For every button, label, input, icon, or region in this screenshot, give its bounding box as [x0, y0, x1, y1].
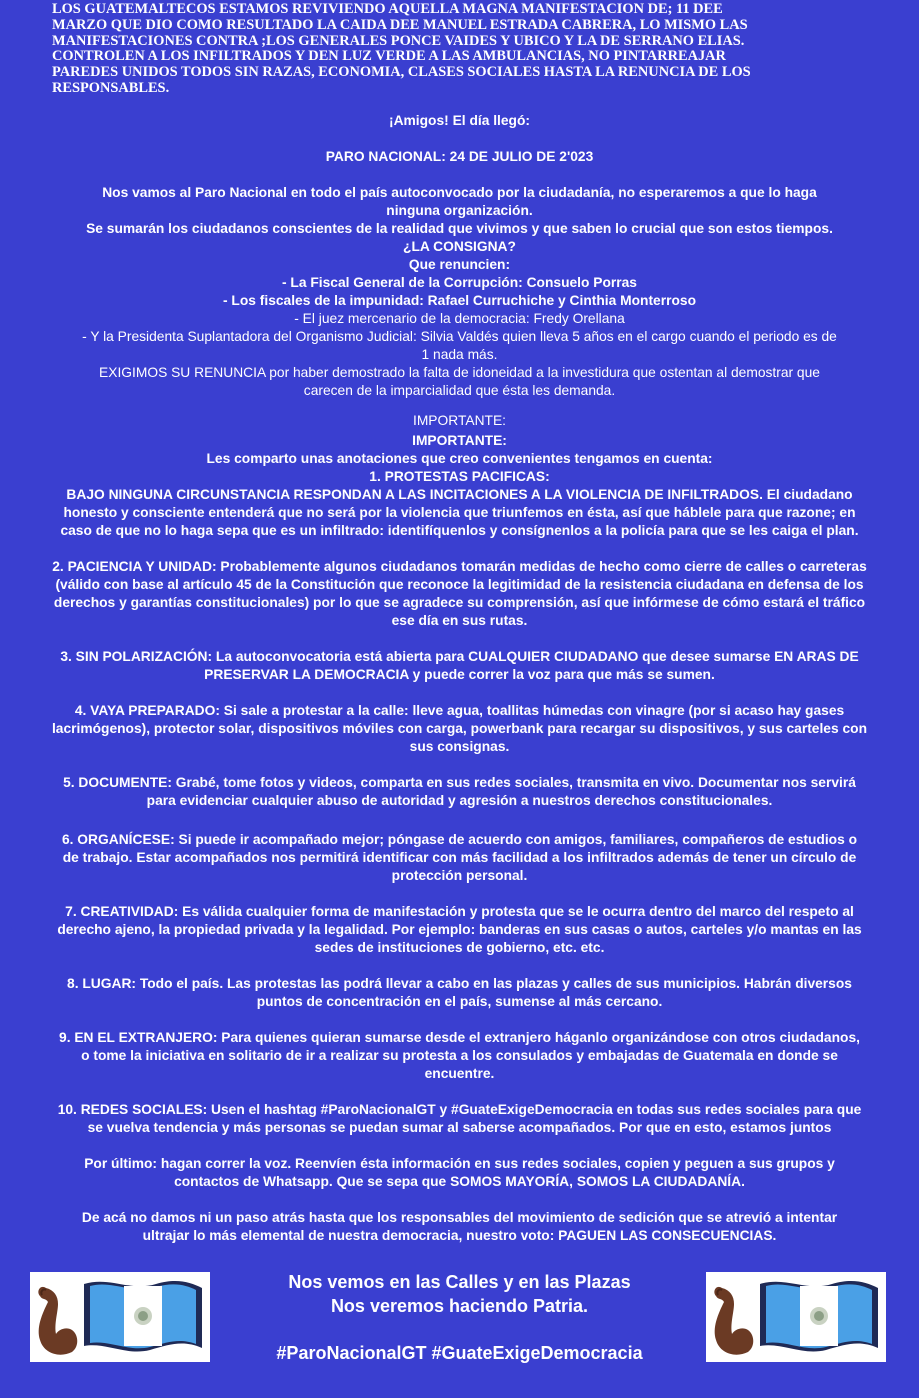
point-line: sedes de instituciones de gobierno, etc. etc.: [314, 940, 605, 955]
footer-line-1: Nos vemos en las Calles y en las Plazas: [288, 1272, 631, 1292]
point-line: puntos de concentración en el país, sumense al más cercano.: [256, 994, 663, 1009]
point-line: lacrimógenos), protector solar, dispositivos móviles con carga, powerbank para recargar su dispositivos, y sus carteles con: [51, 721, 868, 736]
flexed-biceps-icon: [708, 1274, 758, 1360]
greeting: ¡Amigos! El día llegó:: [388, 113, 531, 128]
point-line: derecho ajeno, la propiedad privada y la legalidad. Por ejemplo: banderas en sus casas o autos, carteles y/o mantas en las: [57, 922, 862, 937]
point-line: ese día en sus rutas.: [391, 613, 528, 628]
point-line: caso de que no lo haga sepa que es un infiltrado: identifíquenlos y consígnenlos a la policía para que se les caiga el plan.: [60, 523, 859, 538]
intro-paragraph: LOS GUATEMALTECOS ESTAMOS REVIVIENDO AQUELLA MAGNA MANIFESTACION DE; 11 DEE MARZO QUE DIO COMO RESULTADO LA CAIDA DEE MANUEL ESTRADA CABRERA, LO MISMO LAS MANIFESTACIONES CONTRA ;LOS GENERALES PONCE VAIDES Y UBICO Y LA DE SERRANO ELIAS. CONTROLEN A LOS INFILTRADOS Y DEN LUZ VERDE A LAS AMBULANCIAS, NO PINTARREAJAR PAREDES UNIDOS TODOS SIN RAZAS, ECONOMIA, CLASES SOCIALES HASTA LA RENUNCIA DE LOS RESPONSABLES.: [52, 1, 751, 96]
point-line: 8. LUGAR: Todo el país. Las protestas las podrá llevar a cabo en las plazas y calles de sus municipios. Habrán diversos: [67, 976, 852, 991]
closing-line: ultrajar lo más elemental de nuestra democracia, nuestro voto: PAGUEN LAS CONSECUENCIAS.: [142, 1228, 777, 1243]
closing-line: De acá no damos ni un paso atrás hasta que los responsables del movimiento de sedición que se atrevió a intentar: [81, 1210, 838, 1225]
point-line: 5. DOCUMENTE: Grabé, tome fotos y videos, comparta en sus redes sociales, transmita en vivo. Documentar nos servirá: [63, 775, 856, 790]
call-line: ninguna organización.: [386, 203, 533, 218]
important-heading: IMPORTANTE:: [412, 433, 507, 448]
consigna-item: - La Fiscal General de la Corrupción: Consuelo Porras: [282, 275, 637, 290]
point-line: protección personal.: [391, 868, 528, 883]
consigna-item: - Los fiscales de la impunidad: Rafael Curruchiche y Cinthia Monterroso: [222, 293, 696, 308]
consigna-item: - Y la Presidenta Suplantadora del Organismo Judicial: Silvia Valdés quien lleva 5 años en el cargo cuando el periodo es de: [82, 329, 837, 344]
headline: PARO NACIONAL: 24 DE JULIO DE 2'023: [325, 149, 594, 164]
point-line: honesto y consciente entenderá que no será por la violencia que triunfemos en ésta, así que háblele para que razone; en: [63, 505, 856, 520]
point-line: 9. EN EL EXTRANJERO: Para quienes quieran sumarse desde el extranjero háganlo organizándose con otros ciudadanos,: [59, 1030, 860, 1045]
point-title: 1. PROTESTAS PACIFICAS:: [369, 469, 550, 484]
guatemala-flag-icon: [756, 1274, 882, 1356]
point-line: para evidenciar cualquier abuso de autoridad y agresión a nuestros derechos constitucionales.: [146, 793, 773, 808]
demand-line: carecen de la imparcialidad que ésta les demanda.: [303, 383, 616, 398]
point-line: 2. PACIENCIA Y UNIDAD: Probablemente algunos ciudadanos tomarán medidas de hecho como cierre de calles o carreteras: [52, 559, 867, 574]
biceps-flag-badge-right: [706, 1272, 886, 1362]
consigna-title: ¿LA CONSIGNA?: [403, 239, 516, 254]
note-line: contactos de Whatsapp. Que se sepa que SOMOS MAYORÍA, SOMOS LA CIUDADANÍA.: [174, 1174, 745, 1189]
point-line: 3. SIN POLARIZACIÓN: La autoconvocatoria está abierta para CUALQUIER CIUDADANO que desee sumarse EN ARAS DE: [60, 649, 859, 664]
point-line: PRESERVAR LA DEMOCRACIA y puede correr la voz para que más se sumen.: [204, 667, 715, 682]
consigna-item: 1 nada más.: [421, 347, 498, 362]
point-line: o tome la iniciativa en solitario de ir a realizar su protesta a los consulados y embajadas de Guatemala en donde se: [81, 1048, 838, 1063]
point-line: encuentre.: [424, 1066, 495, 1081]
demand-line: EXIGIMOS SU RENUNCIA por haber demostrado la falta de idoneidad a la investidura que ostentan al demostrar que: [99, 365, 820, 380]
point-line: BAJO NINGUNA CIRCUNSTANCIA RESPONDAN A LAS INCITACIONES A LA VIOLENCIA DE INFILTRADOS. El ciudadano: [66, 487, 853, 502]
point-line: 7. CREATIVIDAD: Es válida cualquier forma de manifestación y protesta que se le ocurra dentro del marco del respeto al: [65, 904, 854, 919]
footer-hashtags: #ParoNacionalGT #GuateExigeDemocracia: [276, 1343, 643, 1363]
consigna-item: - El juez mercenario de la democracia: Fredy Orellana: [294, 311, 625, 326]
call-line: Se sumarán los ciudadanos conscientes de la realidad que vivimos y que saben lo crucial que son estos tiempos.: [86, 221, 833, 236]
point-line: 10. REDES SOCIALES: Usen el hashtag #ParoNacionalGT y #GuateExigeDemocracia en todas sus redes sociales para que: [57, 1102, 862, 1117]
point-line: 6. ORGANÍCESE: Si puede ir acompañado mejor; póngase de acuerdo con amigos, familiares, compañeros de estudios o: [61, 832, 858, 847]
important-heading-light: IMPORTANTE:: [412, 413, 506, 428]
footer-line-2: Nos veremos haciendo Patria.: [330, 1296, 589, 1316]
note-line: Por último: hagan correr la voz. Reenvíen ésta información en sus redes sociales, copien y peguen a sus grupos y: [84, 1156, 835, 1171]
point-line: derechos y garantías constitucionales) por lo que se agradece su comprensión, así que infórmese de cómo estará el tráfico: [53, 595, 866, 610]
point-line: 4. VAYA PREPARADO: Si sale a protestar a la calle: lleve agua, toallitas húmedas con vinagre (por si acaso hay gases: [74, 703, 845, 718]
consigna-subtitle: Que renuncien:: [408, 257, 511, 272]
call-line: Nos vamos al Paro Nacional en todo el país autoconvocado por la ciudadanía, no esperaremos a que lo haga: [102, 185, 817, 200]
notes-intro: Les comparto unas anotaciones que creo convenientes tengamos en cuenta:: [206, 451, 713, 466]
point-line: (válido con base al artículo 45 de la Constitución que reconoce la legitimidad de la resistencia ciudadana en defensa de los: [55, 577, 864, 592]
point-line: de trabajo. Estar acompañados nos permitirá identificar con más facilidad a los infiltrados además de tener un círculo de: [62, 850, 857, 865]
point-line: sus consignas.: [409, 739, 510, 754]
point-line: se vuelva tendencia y más personas se puedan sumar al saberse acompañados. Por que en esto, estamos juntos: [87, 1120, 832, 1135]
